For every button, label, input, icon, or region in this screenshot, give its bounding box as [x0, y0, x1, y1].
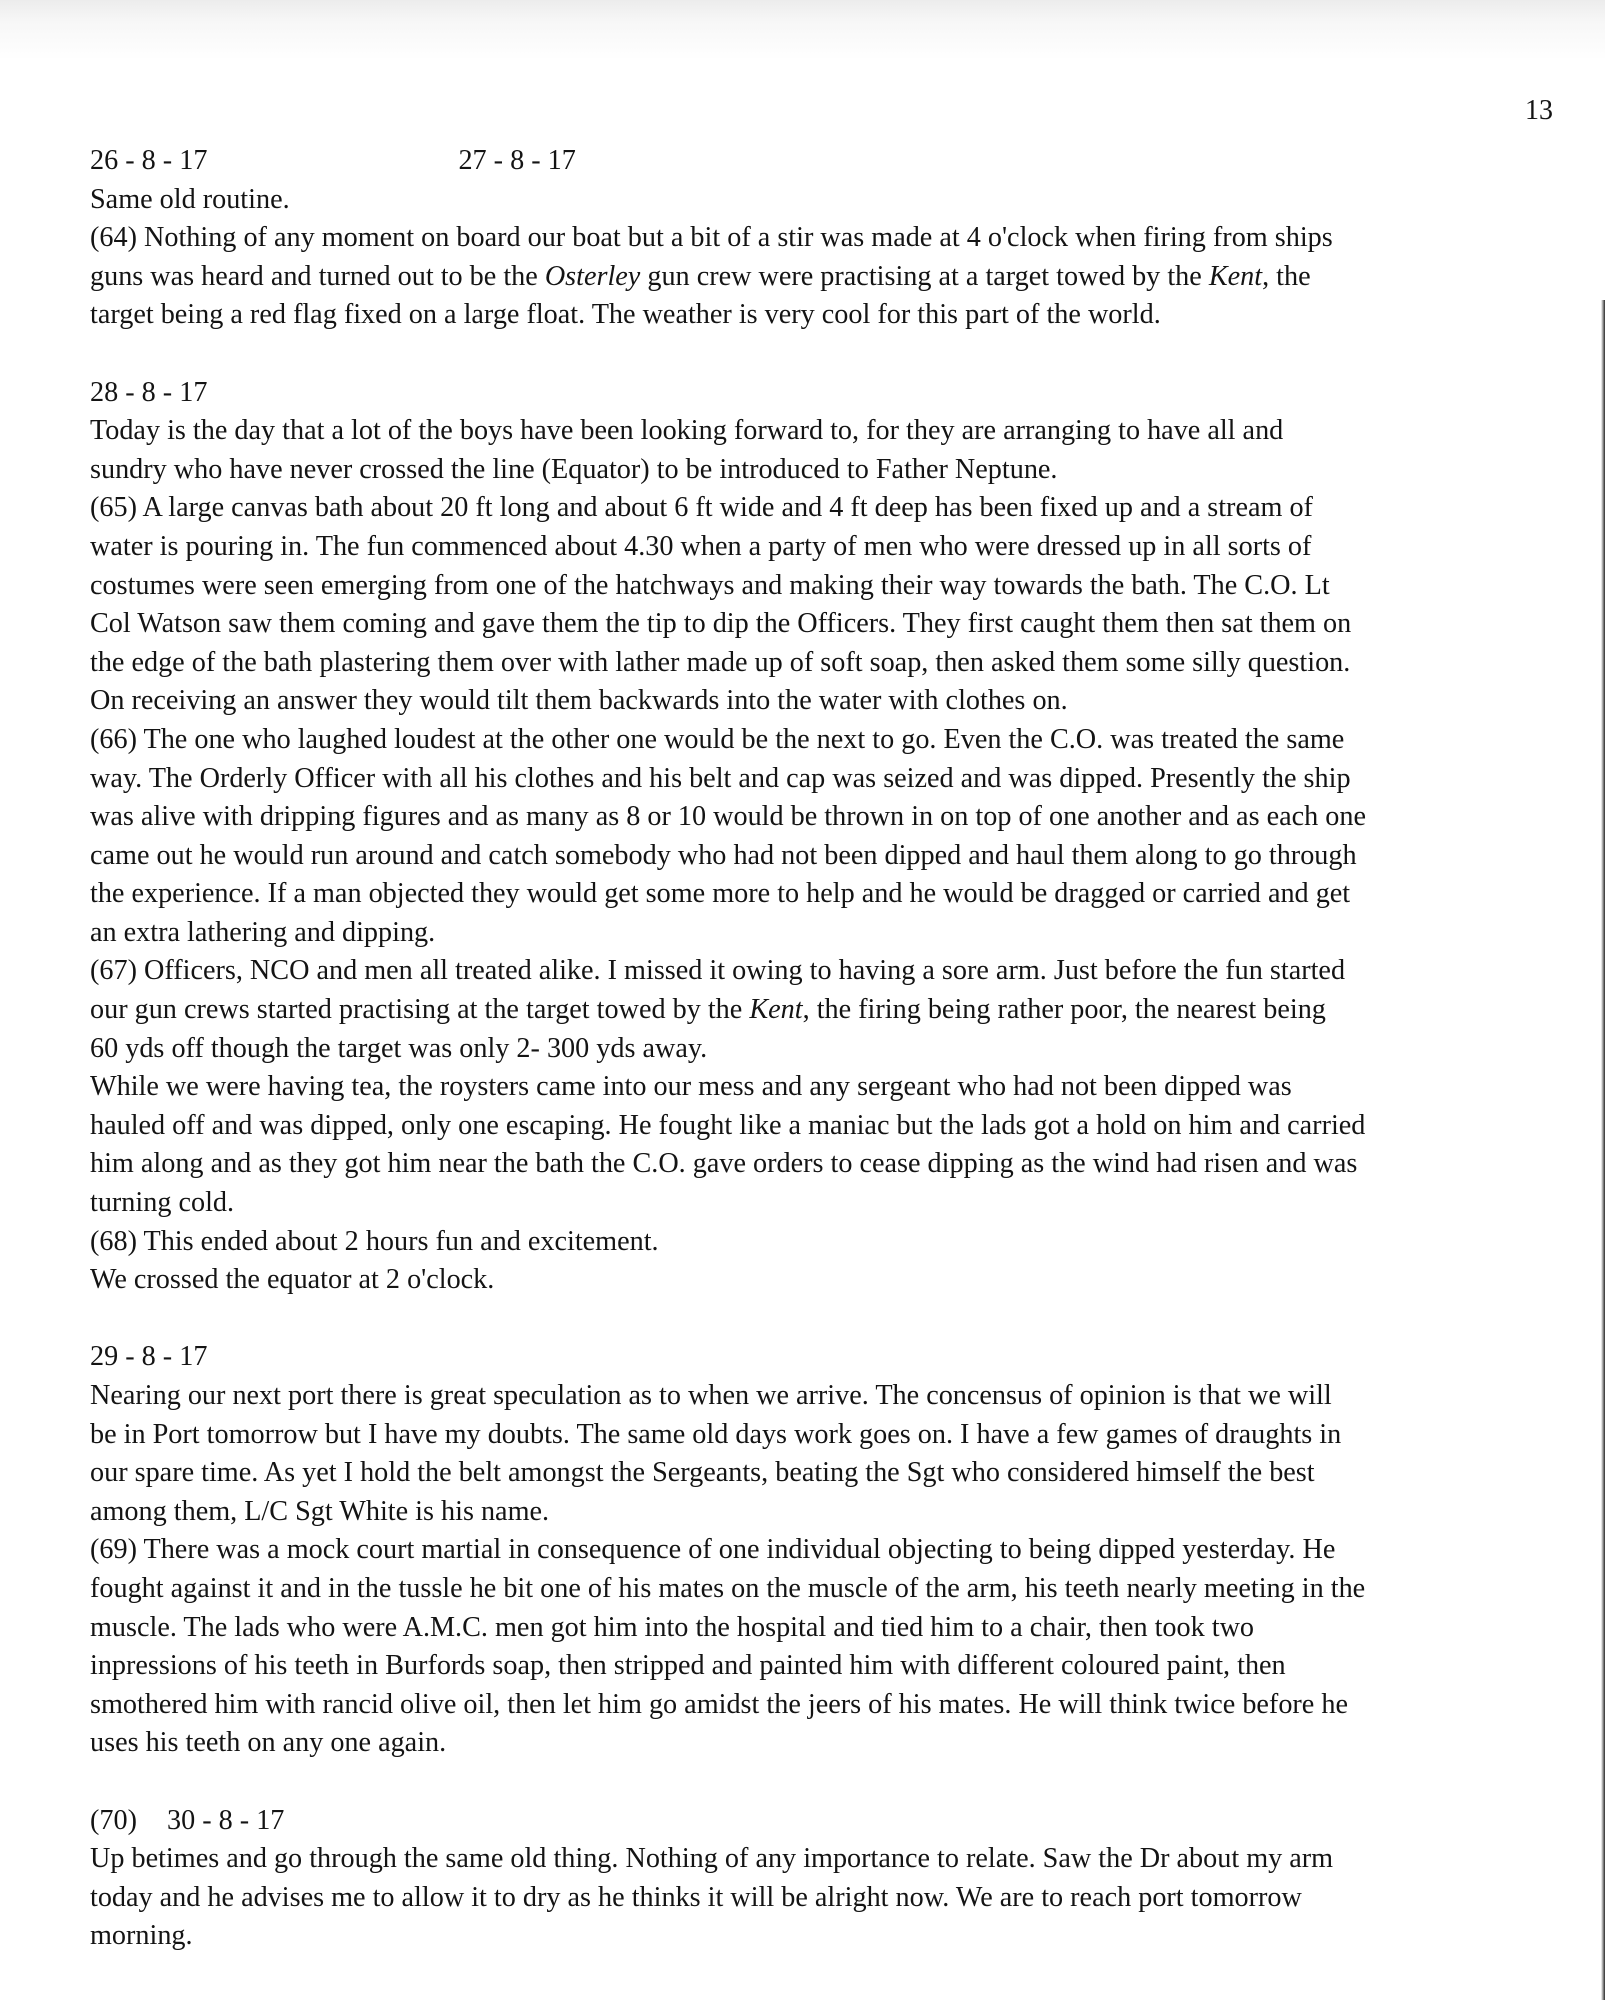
text-run: , the firing being rather poor, the nearest being — [802, 994, 1326, 1026]
text-run: our gun crews started practising at the target towed by the — [90, 994, 750, 1026]
text-line: came out he would run around and catch somebody who had not been dipped and haul them along to go through — [90, 839, 1357, 871]
text-line: costumes were seen emerging from one of the hatchways and making their way towards the bath. The C.O. Lt — [90, 569, 1330, 601]
text-line: While we were having tea, the roysters came into our mess and any sergeant who had not been dipped was — [90, 1071, 1292, 1103]
paragraph-gap — [90, 1763, 1560, 1802]
entry-marker: (70) — [90, 1804, 137, 1836]
text-run: guns was heard and turned out to be the — [90, 260, 545, 292]
entry-date: 27 - 8 - 17 — [458, 145, 576, 176]
ship-name: Osterley — [544, 260, 641, 292]
ship-name: Kent — [1208, 260, 1263, 292]
text-line: sundry who have never crossed the line (Equator) to be introduced to Father Neptune. — [90, 453, 1058, 485]
text-line: Nearing our next port there is great speculation as to when we arrive. The concensus of opinion is that we will — [90, 1380, 1332, 1411]
text-line: (68) This ended about 2 hours fun and excitement. — [90, 1225, 659, 1257]
text-line: him along and as they got him near the bath the C.O. gave orders to cease dipping as the wind had risen and was — [90, 1148, 1358, 1180]
text-line: way. The Orderly Officer with all his clothes and his belt and cap was seized and was dipped. Presently the ship — [90, 762, 1351, 794]
entry-date: 26 - 8 - 17 — [90, 145, 208, 176]
text-line: target being a red flag fixed on a large float. The weather is very cool for this part of the world. — [90, 299, 1161, 331]
page-number: 13 — [1525, 95, 1553, 126]
ship-name: Kent — [749, 994, 803, 1026]
text-line: muscle. The lads who were A.M.C. men got him into the hospital and tied him to a chair, then took two — [90, 1611, 1255, 1643]
text-line: We crossed the equator at 2 o'clock. — [90, 1264, 495, 1296]
page-edge-shadow — [1601, 300, 1605, 2000]
entry-dates-26-27 — [90, 142, 1560, 181]
text-line: (65) A large canvas bath about 20 ft long and about 6 ft wide and 4 ft deep has been fixed up and a stream of — [90, 492, 1313, 524]
text-run: , the — [1262, 260, 1311, 292]
text-line: inpressions of his teeth in Burfords soap, then stripped and painted him with different coloured paint, then — [90, 1650, 1286, 1682]
text-line: Today is the day that a lot of the boys have been looking forward to, for they are arranging to have all and — [90, 415, 1284, 447]
text-line: Same old routine. — [90, 183, 290, 215]
text-line: On receiving an answer they would tilt them backwards into the water with clothes on. — [90, 685, 1068, 717]
text-line: the edge of the bath plastering them over with lather made up of soft soap, then asked them some silly question. — [90, 646, 1351, 678]
text-line: uses his teeth on any one again. — [90, 1727, 447, 1759]
entry-date: 28 - 8 - 17 — [90, 376, 208, 408]
text-line: water is pouring in. The fun commenced about 4.30 when a party of men who were dressed up in all sorts of — [90, 530, 1312, 562]
entry-date: 29 - 8 - 17 — [90, 1341, 208, 1373]
text-line: today and he advises me to allow it to dry as he thinks it will be alright now. We are to reach port tomorrow — [90, 1881, 1302, 1913]
text-line: Up betimes and go through the same old thing. Nothing of any importance to relate. Saw the Dr about my arm — [90, 1843, 1334, 1875]
diary-body — [90, 142, 1560, 1956]
text-line: (67) Officers, NCO and men all treated alike. I missed it owing to having a sore arm. Just before the fun started — [90, 955, 1346, 987]
text-line: 60 yds off though the target was only 2- 300 yds away. — [90, 1032, 708, 1064]
text-line — [90, 991, 1560, 1030]
paragraph-gap — [90, 1300, 1560, 1339]
text-line: smothered him with rancid olive oil, then let him go amidst the jeers of his mates. He will think twice before he — [90, 1688, 1348, 1720]
text-line — [90, 258, 1560, 297]
text-line: (64) Nothing of any moment on board our boat but a bit of a stir was made at 4 o'clock when firing from ships — [90, 222, 1333, 254]
text-run: gun crew were practising at a target towed by the — [640, 260, 1209, 292]
text-line: hauled off and was dipped, only one escaping. He fought like a maniac but the lads got a hold on him and carried — [90, 1109, 1366, 1141]
text-line: the experience. If a man objected they would get some more to help and he would be dragged or carried and get — [90, 878, 1351, 910]
text-line: an extra lathering and dipping. — [90, 916, 436, 948]
text-line: turning cold. — [90, 1187, 235, 1219]
text-line: morning. — [90, 1920, 193, 1952]
text-line: be in Port tomorrow but I have my doubts. The same old days work goes on. I have a few games of draughts in — [90, 1418, 1342, 1450]
paragraph-gap — [90, 335, 1560, 374]
text-line: our spare time. As yet I hold the belt amongst the Sergeants, beating the Sgt who considered himself the best — [90, 1457, 1315, 1489]
text-line: fought against it and in the tussle he bit one of his mates on the muscle of the arm, his teeth nearly meeting in the — [90, 1572, 1366, 1604]
text-line: (66) The one who laughed loudest at the other one would be the next to go. Even the C.O. was treated the same — [90, 723, 1345, 755]
entry-heading — [90, 1802, 1560, 1841]
text-line: Col Watson saw them coming and gave them the tip to dip the Officers. They first caught them then sat them on — [90, 608, 1352, 640]
text-line: was alive with dripping figures and as many as 8 or 10 would be thrown in on top of one another and as each one — [90, 801, 1366, 833]
entry-date: 30 - 8 - 17 — [166, 1804, 285, 1836]
text-line: (69) There was a mock court martial in consequence of one individual objecting to being dipped yesterday. He — [90, 1534, 1336, 1566]
text-line: among them, L/C Sgt White is his name. — [90, 1495, 550, 1527]
